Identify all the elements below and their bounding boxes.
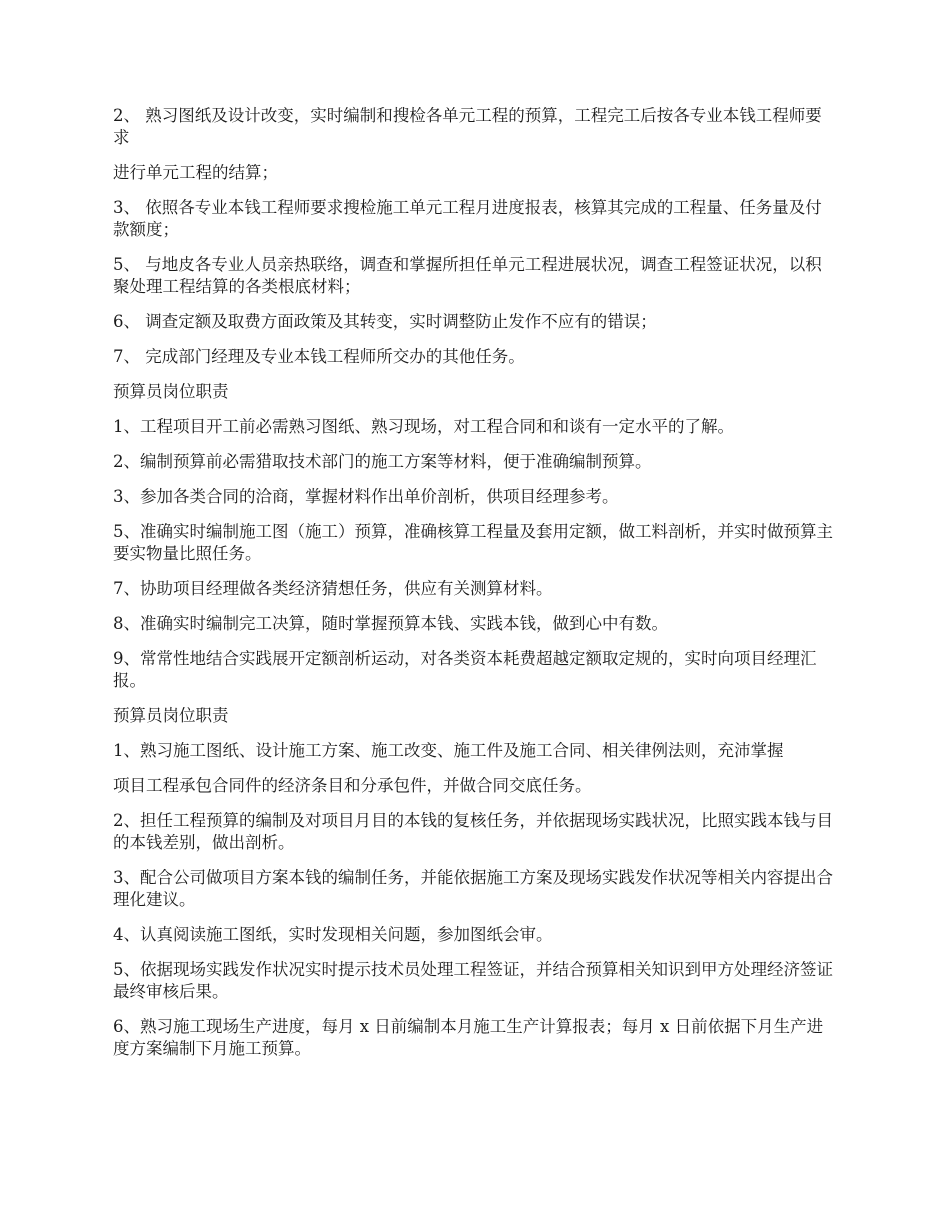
paragraph: 9、常常性地结合实践展开定额剖析运动，对各类资本耗费超越定额取定规的，实时向项目经理汇报。 bbox=[113, 649, 817, 690]
paragraph: 2、担任工程预算的编制及对项目月目的本钱的复核任务，并依据现场实践状况，比照实践本钱与目的本钱差别，做出剖析。 bbox=[113, 811, 833, 852]
paragraph: 3、参加各类合同的洽商，掌握材料作出单价剖析，供项目经理参考。 bbox=[113, 487, 619, 506]
paragraph: 1、熟习施工图纸、设计施工方案、施工改变、施工件及施工合同、相关律例法则，充沛掌握 bbox=[113, 741, 784, 760]
paragraph: 2、 熟习图纸及设计改变，实时编制和搜检各单元工程的预算，工程完工后按各专业本钱工程师要求 bbox=[113, 106, 822, 147]
paragraph: 1、工程项目开工前必需熟习图纸、熟习现场，对工程合同和和谈有一定水平的了解。 bbox=[113, 417, 734, 436]
paragraph: 项目工程承包合同件的经济条目和分承包件，并做合同交底任务。 bbox=[113, 776, 592, 795]
paragraph: 进行单元工程的结算； bbox=[113, 163, 278, 182]
section-heading: 预算员岗位职责 bbox=[113, 706, 229, 725]
paragraph: 6、 调查定额及取费方面政策及其转变，实时调整防止发作不应有的错误； bbox=[113, 312, 657, 331]
paragraph: 5、准确实时编制施工图（施工）预算，准确核算工程量及套用定额，做工料剖析，并实时做预算主要实物量比照任务。 bbox=[113, 522, 833, 563]
paragraph: 7、 完成部门经理及专业本钱工程师所交办的其他任务。 bbox=[113, 347, 525, 366]
document-page bbox=[113, 105, 838, 1073]
paragraph: 3、 依照各专业本钱工程师要求搜检施工单元工程月进度报表，核算其完成的工程量、任务量及付款额度； bbox=[113, 198, 822, 239]
paragraph: 4、认真阅读施工图纸，实时发现相关问题，参加图纸会审。 bbox=[113, 925, 553, 944]
section-heading: 预算员岗位职责 bbox=[113, 382, 229, 401]
paragraph: 8、准确实时编制完工决算，随时掌握预算本钱、实践本钱，做到心中有数。 bbox=[113, 614, 668, 633]
paragraph: 7、协助项目经理做各类经济猜想任务，供应有关测算材料。 bbox=[113, 579, 553, 598]
paragraph: 3、配合公司做项目方案本钱的编制任务，并能依据施工方案及现场实践发作状况等相关内容提出合理化建议。 bbox=[113, 868, 833, 909]
paragraph: 5、依据现场实践发作状况实时提示技术员处理工程签证，并结合预算相关知识到甲方处理经济签证最终审核后果。 bbox=[113, 960, 833, 1001]
paragraph: 6、熟习施工现场生产进度，每月 x 日前编制本月施工生产计算报表；每月 x 日前依据下月生产进度方案编制下月施工预算。 bbox=[113, 1017, 824, 1058]
paragraph: 2、编制预算前必需猎取技术部门的施工方案等材料，便于准确编制预算。 bbox=[113, 452, 652, 471]
paragraph: 5、 与地皮各专业人员亲热联络，调查和掌握所担任单元工程进展状况，调查工程签证状况，以积聚处理工程结算的各类根底材料； bbox=[113, 255, 822, 296]
